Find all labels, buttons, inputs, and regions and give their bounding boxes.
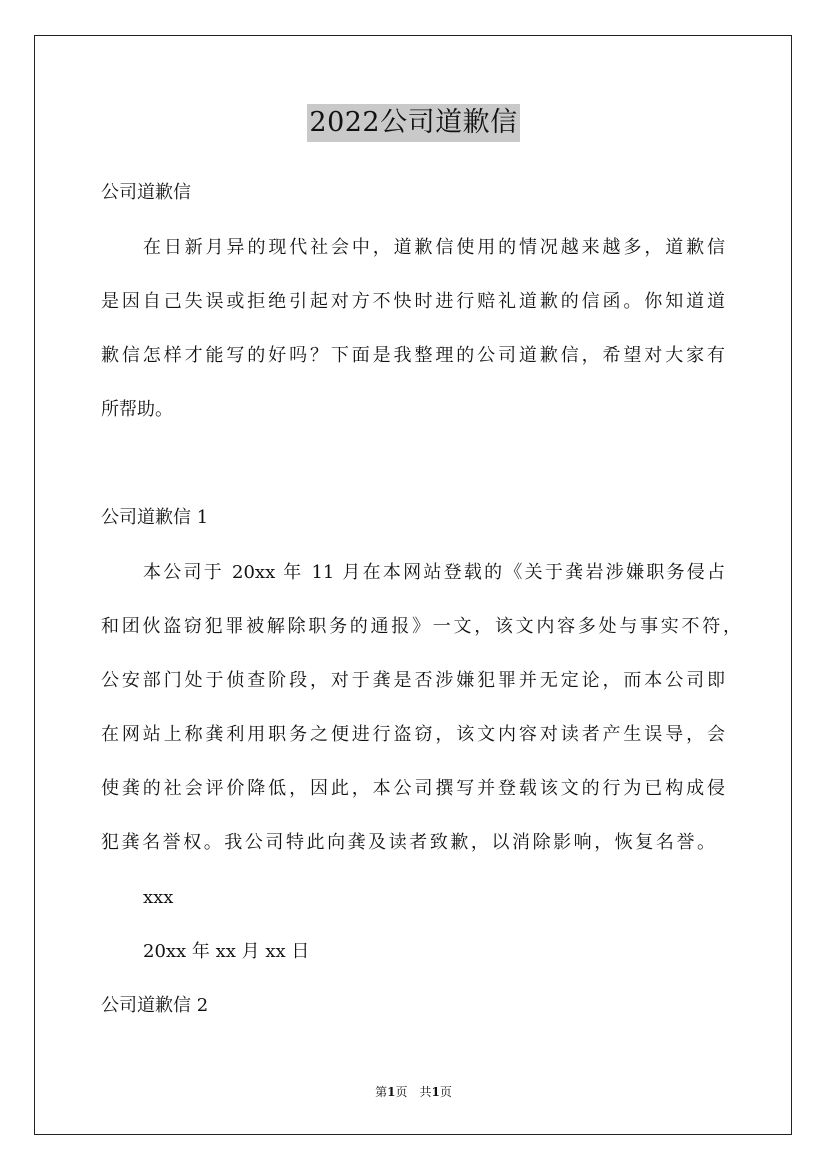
intro-heading: 公司道歉信 — [101, 182, 191, 203]
intro-line-2: 是因自己失误或拒绝引起对方不快时进行赔礼道歉的信函。你知道道 — [101, 291, 725, 312]
footer-page-number: 1 — [387, 1085, 396, 1099]
letter1-line-1: 本公司于 20xx 年 11 月在本网站登载的《关于龚岩涉嫌职务侵占 — [143, 562, 725, 583]
footer-page-prefix: 第 — [375, 1085, 388, 1099]
letter1-line-5: 使龚的社会评价降低，因此，本公司撰写并登载该文的行为已构成侵 — [101, 778, 725, 799]
footer-page-suffix: 页 — [439, 1085, 452, 1099]
page-footer — [0, 1084, 827, 1100]
signature: xxx — [143, 887, 174, 908]
intro-line-3: 歉信怎样才能写的好吗？下面是我整理的公司道歉信，希望对大家有 — [101, 345, 725, 366]
document-title: 2022公司道歉信 — [307, 104, 519, 142]
letter-date: 20xx 年 xx 月 xx 日 — [143, 941, 310, 962]
letter1-heading: 公司道歉信 1 — [101, 507, 209, 528]
letter2-heading: 公司道歉信 2 — [101, 995, 209, 1016]
letter1-line-2: 和团伙盗窃犯罪被解除职务的通报》一文，该文内容多处与事实不符， — [101, 616, 741, 637]
intro-line-1: 在日新月异的现代社会中，道歉信使用的情况越来越多，道歉信 — [143, 237, 725, 258]
title-container — [0, 104, 827, 142]
footer-page-total: 1 — [431, 1085, 440, 1099]
letter1-line-3: 公安部门处于侦查阶段，对于龚是否涉嫌犯罪并无定论，而本公司即 — [101, 670, 725, 691]
letter1-line-4: 在网站上称龚利用职务之便进行盗窃，该文内容对读者产生误导，会 — [101, 724, 725, 745]
letter1-line-6: 犯龚名誉权。我公司特此向龚及读者致歉，以消除影响，恢复名誉。 — [101, 832, 715, 853]
intro-line-4: 所帮助。 — [101, 399, 173, 420]
footer-page-mid: 页 共 — [395, 1085, 432, 1099]
